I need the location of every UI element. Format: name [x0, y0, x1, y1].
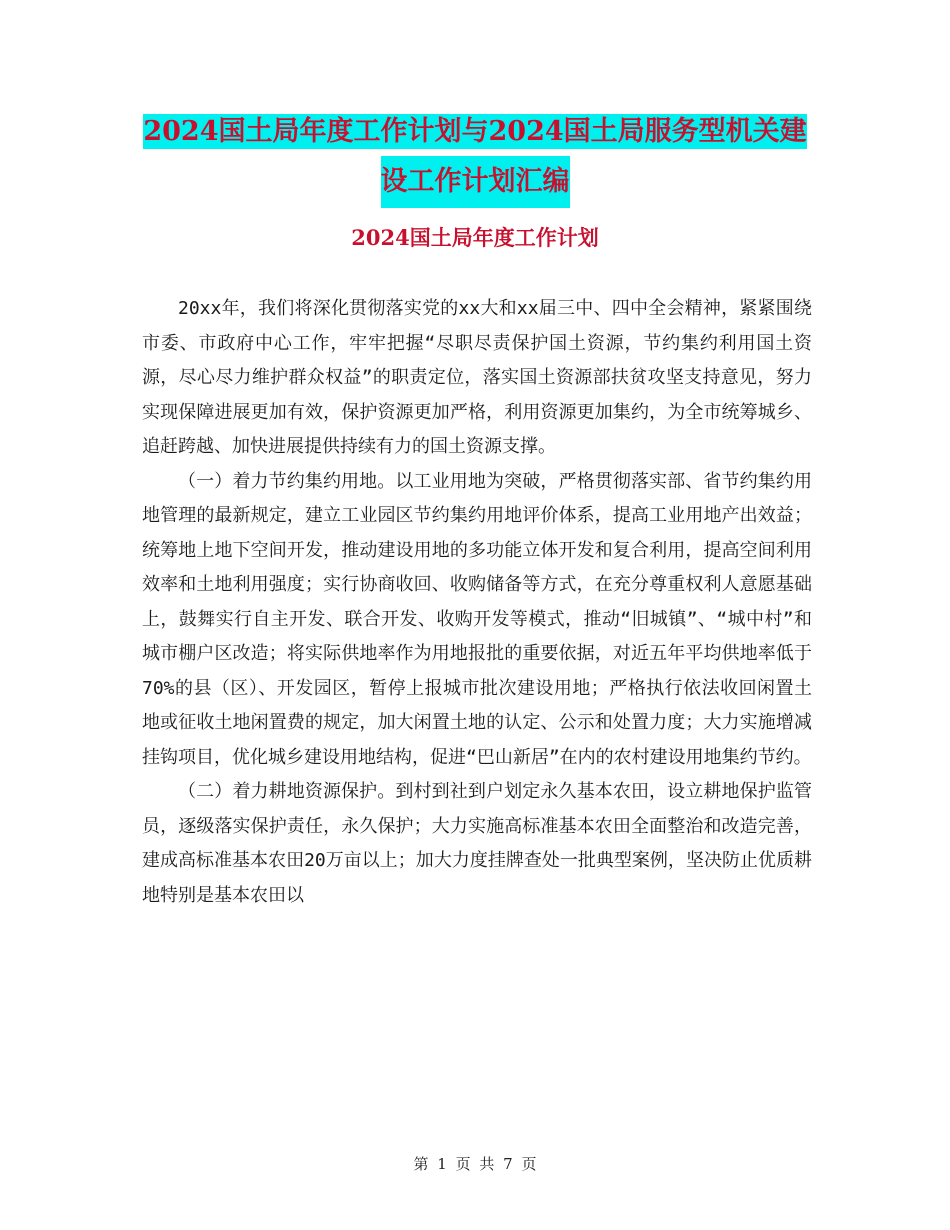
page-footer: 第 1 页 共 7 页 — [413, 1155, 537, 1173]
document-body — [142, 292, 812, 913]
document-main-title — [0, 108, 950, 208]
main-title-line2: 设工作计划汇编 — [381, 156, 570, 208]
paragraph-intro: 20xx年，我们将深化贯彻落实党的xx大和xx届三中、四中全会精神，紧紧围绕市委、市政府中心工作，牢牢把握“尽职尽责保护国土资源，节约集约利用国土资源，尽心尽力维护群众权益”的职责定位，落实国土资源部扶贫攻坚支持意见，努力实现保障进展更加有效，保护资源更加严格，利用资源更加集约，为全市统筹城乡、追赶跨越、加快进展提供持续有力的国土资源支撑。 — [142, 298, 812, 457]
paragraph-land-saving: （一）着力节约集约用地。以工业用地为突破，严格贯彻落实部、省节约集约用地管理的最新规定，建立工业园区节约集约用地评价体系，提高工业用地产出效益；统筹地上地下空间开发，推动建设用地的多功能立体开发和复合利用，提高空间利用效率和土地利用强度；实行协商收回、收购储备等方式，在充分尊重权利人意愿基础上，鼓舞实行自主开发、联合开发、收购开发等模式，推动“旧城镇”、“城中村”和城市棚户区改造；将实际供地率作为用地报批的重要依据，对近五年平均供地率低于70%的县（区）、开发园区，暂停上报城市批次建设用地；严格执行依法收回闲置土地或征收土地闲置费的规定，加大闲置土地的认定、公示和处置力度；大力实施增减挂钩项目，优化城乡建设用地结构，促进“巴山新居”在内的农村建设用地集约节约。 — [142, 470, 812, 768]
main-title-line1: 2024国土局年度工作计划与2024国土局服务型机关建 — [143, 116, 807, 147]
section-title: 2024国土局年度工作计划 — [351, 225, 599, 250]
paragraph-farmland-protection: （二）着力耕地资源保护。到村到社到户划定永久基本农田，设立耕地保护监管员，逐级落实保护责任，永久保护；大力实施高标准基本农田全面整治和改造完善，建成高标准基本农田20万亩以上；加大力度挂牌查处一批典型案例，坚决防止优质耕地特别是基本农田以 — [142, 781, 812, 906]
